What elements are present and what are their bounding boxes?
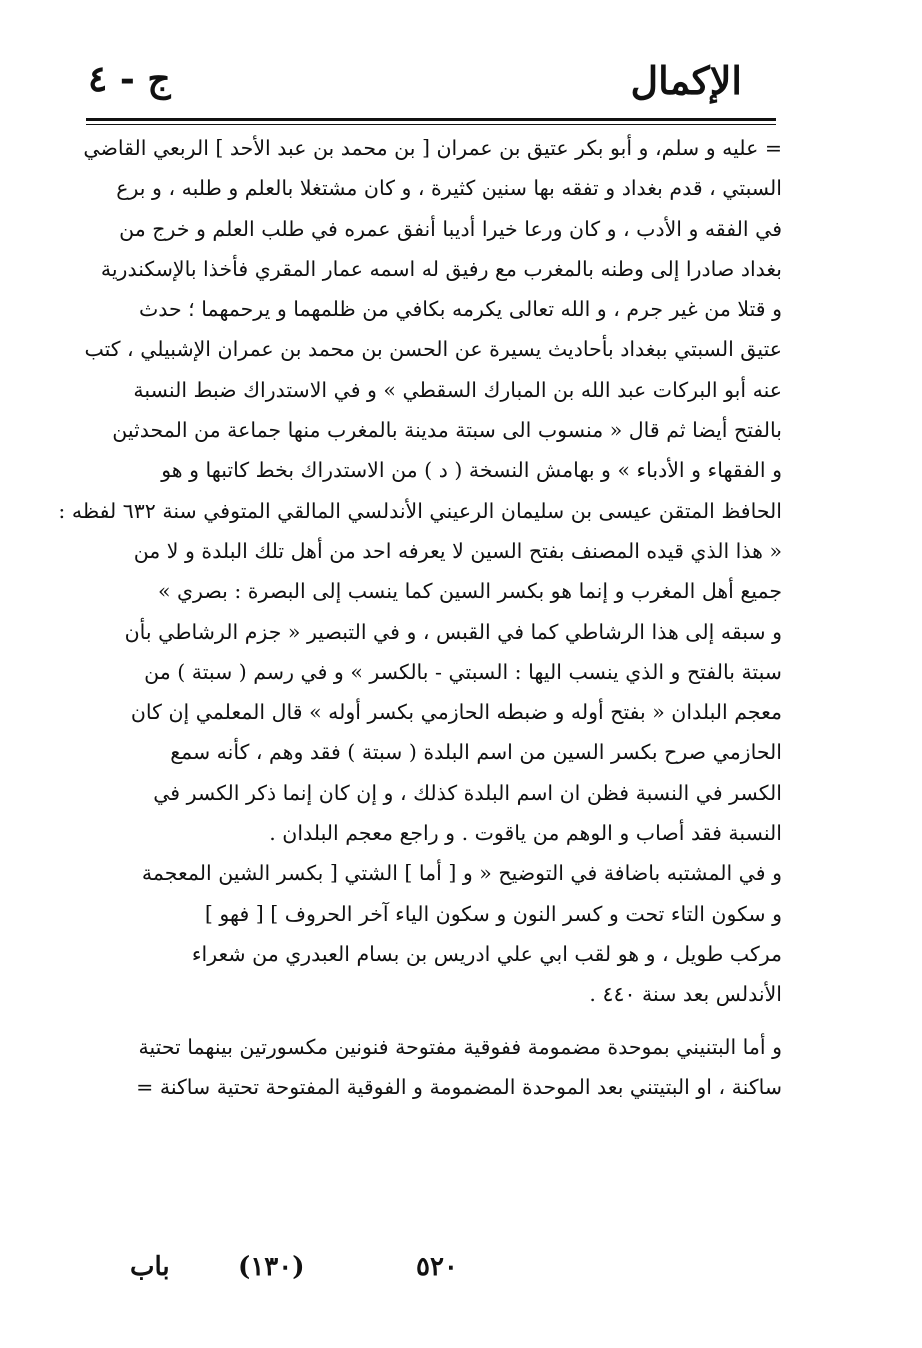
text-line: و سكون التاء تحت و كسر النون و سكون الياء آخر الحروف ] [ فهو ] — [204, 901, 782, 926]
entry-number: (١٣٠) — [238, 1252, 305, 1282]
text-line: و الفقهاء و الأدباء » و بهامش النسخة ( د ) من الاستدراك بخط كاتبها و هو — [161, 458, 782, 483]
text-line: عنه أبو البركات عبد الله بن المبارك السقطي » و في الاستدراك ضبط النسبة — [133, 377, 782, 402]
text-line: و في المشتبه باضافة في التوضيح « و [ أما ] الشتي [ بكسر الشين المعجمة — [141, 861, 782, 886]
text-line: النسبة فقد أصاب و الوهم من ياقوت . و راجع معجم البلدان . — [269, 821, 782, 846]
text-line: و أما البتنيني بموحدة مضمومة ففوقية مفتوحة فنونين مكسورتين بينهما تحتية — [138, 1034, 782, 1059]
page-footer — [0, 1252, 922, 1296]
catchword: باب — [130, 1252, 170, 1282]
body-text — [58, 128, 782, 1107]
text-line: سبتة بالفتح و الذي ينسب اليها : السبتي - بالكسر » و في رسم ( سبتة ) من — [144, 659, 782, 684]
text-line: الكسر في النسبة فظن ان اسم البلدة كذلك ، و إن كان إنما ذكر الكسر في — [153, 780, 782, 805]
text-line: الأندلس بعد سنة ٤٤٠ . — [589, 982, 782, 1007]
text-line: و سبقه إلى هذا الرشاطي كما في القبس ، و في التبصير « جزم الرشاطي بأن — [124, 619, 782, 644]
text-line: الحازمي صرح بكسر السين من اسم البلدة ( سبتة ) فقد وهم ، كأنه سمع — [170, 740, 782, 765]
text-line: بالفتح أيضا ثم قال « منسوب الى سبتة مدينة بالمغرب منها جماعة من المحدثين — [112, 418, 782, 443]
text-line: و قتلا من غير جرم ، و الله تعالى يكرمه بكافي من ظلمهما و يرحمهما ؛ حدث — [138, 297, 782, 322]
page-number: ٥٢٠ — [416, 1252, 458, 1282]
volume-label: ج - ٤ — [88, 58, 171, 100]
running-title: الإكمال — [630, 58, 742, 103]
text-line: السبتي ، قدم بغداد و تفقه بها سنين كثيرة ، و كان مشتغلا بالعلم و طلبه ، و برع — [116, 176, 782, 201]
text-line: عتيق السبتي ببغداد بأحاديث يسيرة عن الحسن بن محمد بن عمران الإشبيلي ، كتب — [84, 337, 782, 362]
text-line: « هذا الذي قيده المصنف بفتح السين لا يعرفه احد من أهل تلك البلدة و لا من — [133, 538, 782, 563]
text-line: الحافظ المتقن عيسى بن سليمان الرعيني الأندلسي المالقي المتوفي سنة ٦٣٢ لفظه : — [58, 498, 782, 523]
header-rule — [86, 118, 776, 125]
text-line: بغداد صادرا إلى وطنه بالمغرب مع رفيق له اسمه عمار المقري فأخذا بالإسكندرية — [100, 256, 782, 281]
text-line: ساكنة ، او البتيتني بعد الموحدة المضمومة و الفوقية المفتوحة تحتية ساكنة = — [136, 1074, 782, 1099]
text-line: = عليه و سلم، و أبو بكر عتيق بن عمران [ بن محمد بن عبد الأحد ] الربعي القاضي — [83, 136, 782, 160]
text-line: مركب طويل ، و هو لقب ابي علي ادريس بن بسام العبدري من شعراء — [191, 941, 782, 966]
text-line: جميع أهل المغرب و إنما هو بكسر السين كما ينسب إلى البصرة : بصري » — [157, 579, 782, 604]
text-line: في الفقه و الأدب ، و كان ورعا خيرا أديبا أنفق عمره في طلب العلم و خرج من — [119, 216, 782, 241]
text-line: معجم البلدان « بفتح أوله و ضبطه الحازمي بكسر أوله » قال المعلمي إن كان — [130, 700, 782, 725]
